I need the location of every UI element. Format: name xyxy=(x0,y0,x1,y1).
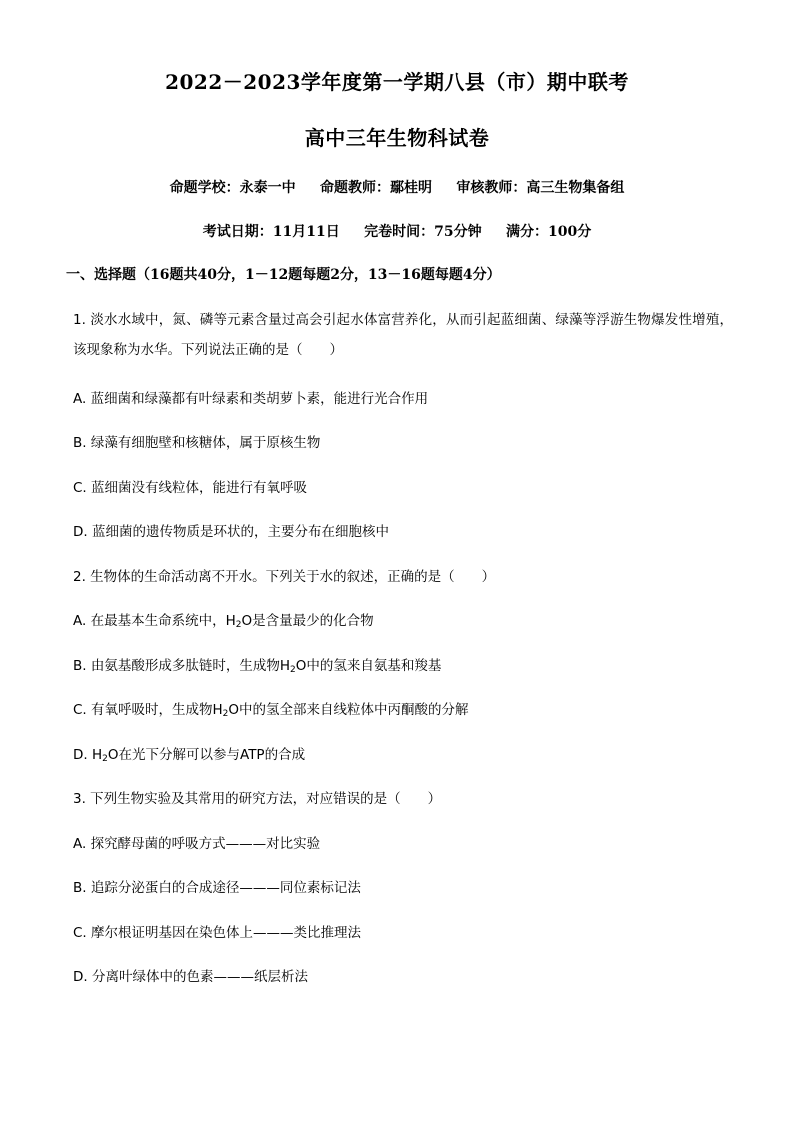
question-3-stem: 3. 下列生物实验及其常用的研究方法，对应错误的是（ ） xyxy=(73,791,442,807)
question-2-option-c: C. 有氧呼吸时，生成物$H_2O$中的氢全部来自线粒体中丙酮酸的分解 xyxy=(73,702,469,719)
question-1-option-c: C. 蓝细菌没有线粒体，能进行有氧呼吸 xyxy=(73,480,308,496)
question-3-option-a: A. 探究酵母菌的呼吸方式———对比实验 xyxy=(73,836,321,852)
exam-info: 考试日期：11月11日 完卷时间：75分钟 满分：100分 xyxy=(202,224,592,240)
question-1-stem: 1. 淡水水域中，氮、磷等元素含量过高会引起水体富营养化，从而引起蓝细菌、绿藻等浮游生物爆发性增殖，该现象称为水华。下列说法正确的是（ ） xyxy=(73,312,733,358)
question-2-stem: 2. 生物体的生命活动离不开水。下列关于水的叙述，正确的是（ ） xyxy=(73,569,496,585)
question-2-option-d: D. $H_2O$在光下分解可以参与ATP的合成 xyxy=(73,747,306,764)
question-3-option-d: D. 分离叶绿体中的色素———纸层析法 xyxy=(73,969,308,985)
question-1-option-d: D. 蓝细菌的遗传物质是环状的，主要分布在细胞核中 xyxy=(73,524,389,540)
exam-title: 2022－2023学年度第一学期八县（市）期中联考 xyxy=(165,70,629,94)
exam-subtitle: 高中三年生物科试卷 xyxy=(304,126,490,150)
question-2-option-b: B. 由氨基酸形成多肽链时，生成物$H_2O$中的氢来自氨基和羧基 xyxy=(73,658,442,675)
exam-authors: 命题学校：永泰一中 命题教师：鄢桂明 审核教师：高三生物集备组 xyxy=(169,180,625,196)
question-1-option-a: A. 蓝细菌和绿藻都有叶绿素和类胡萝卜素，能进行光合作用 xyxy=(73,391,429,407)
question-2-option-a: A. 在最基本生命系统中，$H_2O$是含量最少的化合物 xyxy=(73,613,374,630)
section-heading: 一、选择题（16题共40分，1－12题每题2分，13－16题每题4分） xyxy=(66,267,501,283)
question-3-option-c: C. 摩尔根证明基因在染色体上———类比推理法 xyxy=(73,925,362,941)
question-1-option-b: B. 绿藻有细胞壁和核糖体，属于原核生物 xyxy=(73,435,321,451)
question-3-option-b: B. 追踪分泌蛋白的合成途径———同位素标记法 xyxy=(73,880,361,896)
